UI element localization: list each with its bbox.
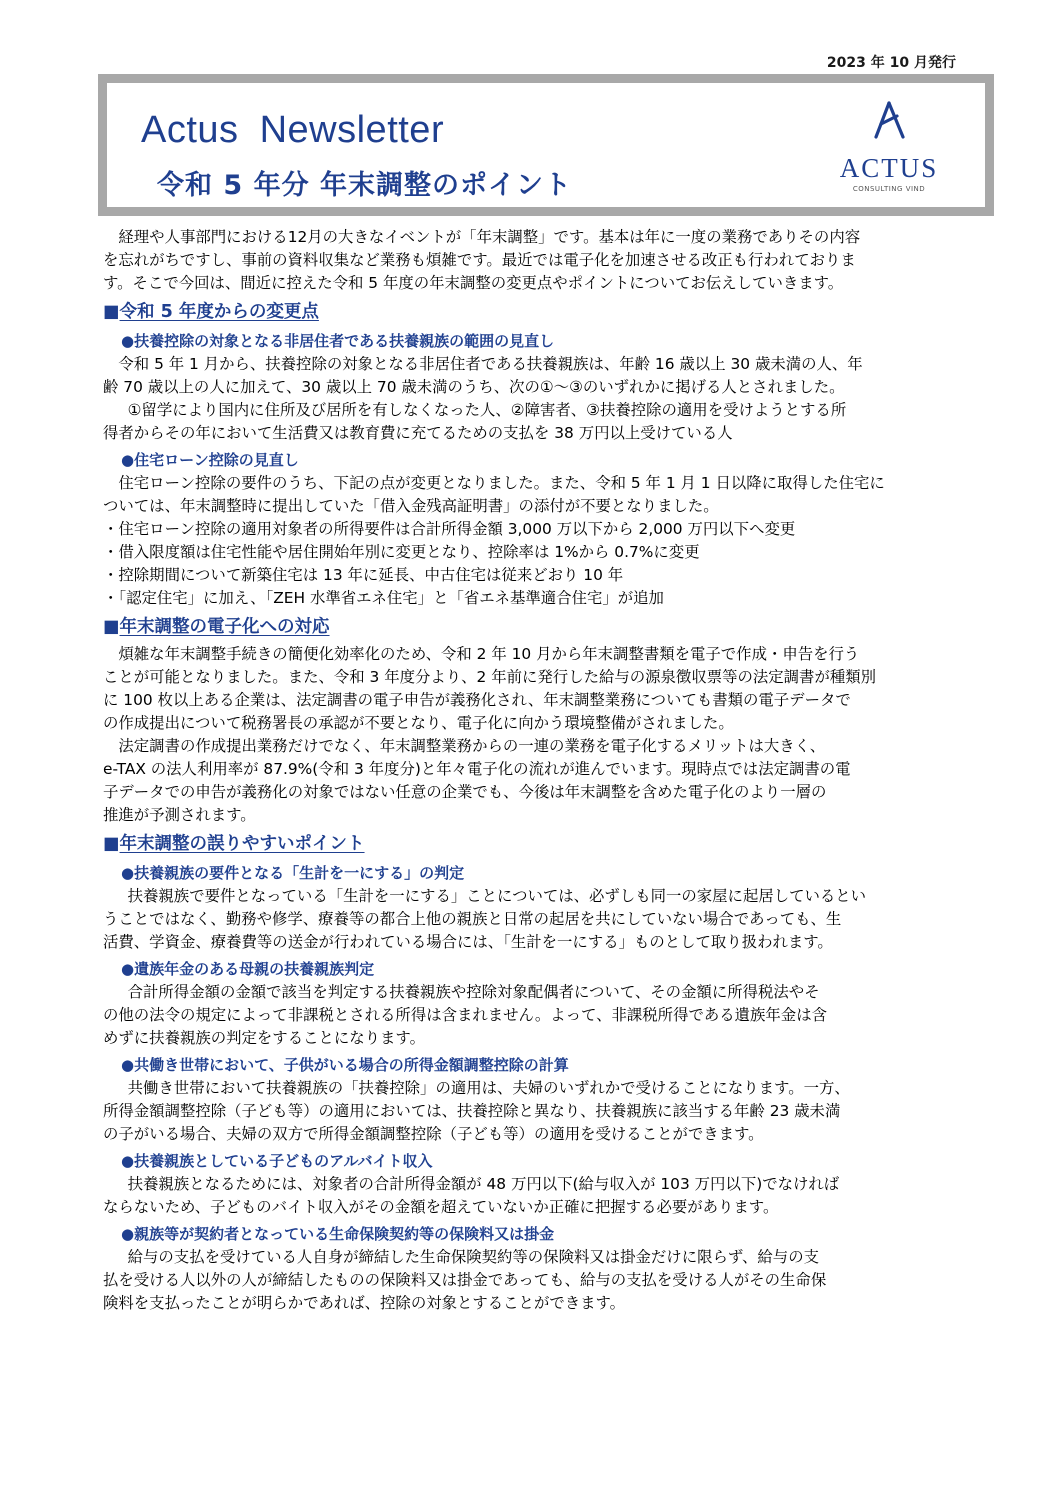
subsection-heading: ●親族等が契約者となっている生命保険契約等の保険料又は掛金 bbox=[121, 1225, 555, 1243]
body-line: 子データでの申告が義務化の対象ではない任意の企業でも、今後は年末調整を含めた電子化のより一層の bbox=[103, 783, 827, 801]
body-line: 険料を支払ったことが明らかであれば、控除の対象とすることができます。 bbox=[103, 1294, 626, 1312]
body-line: に 100 枚以上ある企業は、法定調書の電子申告が義務化され、年末調整業務についても書類の電子データで bbox=[103, 691, 851, 709]
newsletter-body bbox=[103, 226, 959, 1315]
body-line: 煩雑な年末調整手続きの簡便化効率化のため、令和 2 年 10 月から年末調整書類を電子で作成・申告を行う bbox=[118, 645, 860, 663]
body-line: 住宅ローン控除の要件のうち、下記の点が変更となりました。また、令和 5 年 1 月 1 日以降に取得した住宅に bbox=[118, 474, 885, 492]
newsletter-header bbox=[98, 74, 994, 216]
intro-line: す。そこで今回は、間近に控えた令和 5 年度の年末調整の変更点やポイントについてお伝えしていきます。 bbox=[103, 274, 844, 292]
body-line: ことが可能となりました。また、令和 3 年度分より、2 年前に発行した給与の源泉徴収票等の法定調書が種類別 bbox=[103, 668, 877, 686]
subsection-heading: ●扶養控除の対象となる非居住者である扶養親族の範囲の見直し bbox=[121, 332, 555, 350]
body-line: の作成提出について税務署長の承認が不要となり、電子化に向かう環境整備がされました。 bbox=[103, 714, 734, 732]
section-heading: ■令和 5 年度からの変更点 bbox=[103, 302, 319, 322]
body-line: ならないため、子どものバイト収入がその金額を超えていないか正確に把握する必要があります。 bbox=[103, 1198, 779, 1216]
body-line: 共働き世帯において扶養親族の「扶養控除」の適用は、夫婦のいずれかで受けることになります。一方、 bbox=[127, 1079, 850, 1097]
subsection-heading: ●扶養親族の要件となる「生計を一にする」の判定 bbox=[121, 864, 465, 882]
logo-a-mark-icon bbox=[870, 101, 908, 141]
intro-line: を忘れがちですし、事前の資料収集など業務も煩雑です。最近では電子化を加速させる改正も行われておりま bbox=[103, 251, 856, 269]
body-line: e-TAX の法人利用率が 87.9%(令和 3 年度分)と年々電子化の流れが進んでいます。現時点では法定調書の電 bbox=[103, 760, 851, 778]
subsection-heading: ●共働き世帯において、子供がいる場合の所得金額調整控除の計算 bbox=[121, 1056, 569, 1074]
body-line: 所得金額調整控除（子ども等）の適用においては、扶養控除と異なり、扶養親族に該当する年齢 23 歳未満 bbox=[103, 1102, 841, 1120]
section-heading: ■年末調整の誤りやすいポイント bbox=[103, 834, 365, 854]
body-line: 活費、学資金、療養費等の送金が行われている場合には、「生計を一にする」ものとして取り扱われます。 bbox=[103, 933, 833, 951]
body-line: 払を受ける人以外の人が締結したものの保険料又は掛金であっても、給与の支払を受ける人がその生命保 bbox=[103, 1271, 827, 1289]
body-line: 扶養親族で要件となっている「生計を一にする」ことについては、必ずしも同一の家屋に起居しているとい bbox=[127, 887, 867, 905]
bullet-item: ・住宅ローン控除の適用対象者の所得要件は合計所得金額 3,000 万以下から 2,000 万円以下へ変更 bbox=[103, 520, 796, 538]
body-line: 給与の支払を受けている人自身が締結した生命保険契約等の保険料又は掛金だけに限らず、給与の支 bbox=[127, 1248, 819, 1266]
newsletter-subtitle: 令和 5 年分 年末調整のポイント bbox=[157, 170, 572, 201]
intro-line: 経理や人事部門における12月の大きなイベントが「年末調整」です。基本は年に一度の業務でありその内容 bbox=[118, 228, 861, 246]
body-line: 令和 5 年 1 月から、扶養控除の対象となる非居住者である扶養親族は、年齢 16 歳以上 30 歳未満の人、年 bbox=[118, 355, 863, 373]
subsection-heading: ●遺族年金のある母親の扶養親族判定 bbox=[121, 960, 375, 978]
subsection-heading: ●住宅ローン控除の見直し bbox=[121, 451, 299, 469]
issue-date: 2023 年 10 月発行 bbox=[826, 55, 956, 71]
body-line: ①留学により国内に住所及び居所を有しなくなった人、②障害者、③扶養控除の適用を受けようとする所 bbox=[127, 401, 847, 419]
actus-logo bbox=[829, 101, 949, 193]
bullet-item: ・「認定住宅」に加え、「ZEH 水準省エネ住宅」と「省エネ基準適合住宅」が追加 bbox=[103, 589, 664, 607]
body-line: の他の法令の規定によって非課税とされる所得は含まれません。よって、非課税所得である遺族年金は含 bbox=[103, 1006, 827, 1024]
body-line: の子がいる場合、夫婦の双方で所得金額調整控除（子ども等）の適用を受けることができます。 bbox=[103, 1125, 764, 1143]
logo-tagline: CONSULTING VIND bbox=[852, 185, 926, 193]
body-line: 推進が予測されます。 bbox=[103, 806, 256, 824]
bullet-item: ・控除期間について新築住宅は 13 年に延長、中古住宅は従来どおり 10 年 bbox=[103, 566, 624, 584]
newsletter-title: Actus Newsletter bbox=[141, 109, 445, 151]
bullet-item: ・借入限度額は住宅性能や居住開始年別に変更となり、控除率は 1%から 0.7%に変更 bbox=[103, 543, 700, 561]
body-line: うことではなく、勤務や修学、療養等の都合上他の親族と日常の起居を共にしていない場合であっても、生 bbox=[103, 910, 842, 928]
body-line: 合計所得金額の金額で該当を判定する扶養親族や控除対象配偶者について、その金額に所得税法やそ bbox=[127, 983, 820, 1001]
logo-wordmark: ACTUS bbox=[839, 153, 939, 183]
body-line: 扶養親族となるためには、対象者の合計所得金額が 48 万円以下(給与収入が 103 万円以下)でなければ bbox=[127, 1175, 840, 1193]
body-line: 齢 70 歳以上の人に加えて、30 歳以上 70 歳未満のうち、次の①～③のいずれかに掲げる人とされました。 bbox=[103, 378, 845, 396]
section-heading: ■年末調整の電子化への対応 bbox=[103, 617, 330, 637]
body-line: ついては、年末調整時に提出していた「借入金残高証明書」の添付が不要となりました。 bbox=[103, 497, 719, 515]
body-line: 得者からその年において生活費又は教育費に充てるための支払を 38 万円以上受けている人 bbox=[103, 424, 733, 442]
body-line: めずに扶養親族の判定をすることになります。 bbox=[103, 1029, 425, 1047]
subsection-heading: ●扶養親族としている子どものアルバイト収入 bbox=[121, 1152, 433, 1170]
body-line: 法定調書の作成提出業務だけでなく、年末調整業務からの一連の業務を電子化するメリットは大きく、 bbox=[118, 737, 826, 755]
